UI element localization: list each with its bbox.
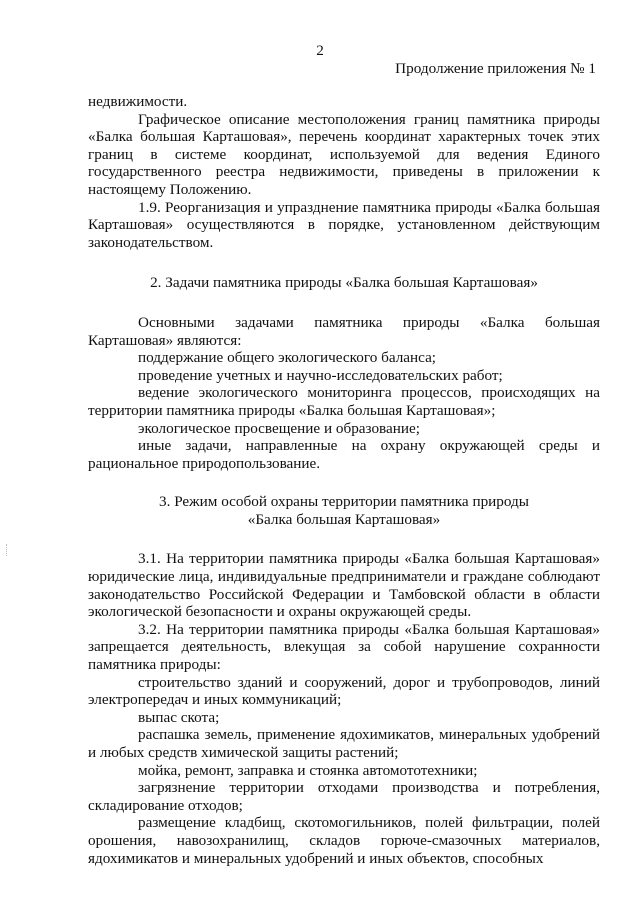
paragraph-3-2: 3.2. На территории памятника природы «Балка большая Карташовая» запрещается деятельность, влекущая за собой нарушение сохранности памятника природы: — [88, 620, 600, 674]
paragraph-3-1: 3.1. На территории памятника природы «Балка большая Карташовая» юридические лица, индивидуальные предприниматели и граждане соблюдают законодательство Российской Федерации и Тамбовской области в области экологической безопасности и охраны окружающей среды. — [88, 550, 600, 621]
appendix-label: Продолжение приложения № 1 — [395, 60, 596, 77]
paragraph-1-9: 1.9. Реорганизация и упразднение памятника природы «Балка большая Карташовая» осуществляются в порядке, установленном действующим законодательством. — [88, 198, 600, 251]
section-2-heading: 2. Задачи памятника природы «Балка большая Карташовая» — [150, 274, 538, 292]
list-item: проведение учетных и научно-исследовательских работ; — [138, 366, 503, 384]
list-item: размещение кладбищ, скотомогильников, полей фильтрации, полей орошения, навозохранилищ, складов горюче-смазочных материалов, ядохимикатов и минеральных удобрений и иных объектов, способных — [88, 814, 600, 867]
list-item: распашка земель, применение ядохимикатов, минеральных удобрений и любых средств химической защиты растений; — [88, 726, 600, 761]
list-item: экологическое просвещение и образование; — [138, 419, 420, 437]
section-3-heading-line1: 3. Режим особой охраны территории памятника природы — [159, 493, 529, 511]
section-2-intro: Основными задачами памятника природы «Балка большая Карташовая» являются: — [88, 313, 600, 349]
list-item: поддержание общего экологического баланса; — [138, 349, 437, 367]
document-body — [88, 93, 600, 867]
list-item: мойка, ремонт, заправка и стоянка автомототехники; — [138, 761, 478, 779]
list-item: иные задачи, направленные на охрану окружающей среды и рациональное природопользование. — [88, 437, 600, 472]
margin-mark — [6, 544, 8, 556]
paragraph-graphic-description: Графическое описание местоположения границ памятника природы «Балка большая Карташовая», перечень координат характерных точек этих границ в системе координат, используемой для ведения Единого государственного реестра недвижимости, приведены в приложении к настоящему Положению. — [88, 110, 600, 198]
section-3-heading-line2: «Балка большая Карташовая» — [247, 510, 441, 528]
list-item: выпас скота; — [138, 708, 220, 726]
page-number: 2 — [316, 42, 324, 59]
list-item: строительство зданий и сооружений, дорог и трубопроводов, линий электропередач и иных коммуникаций; — [88, 673, 600, 709]
paragraph-continuation: недвижимости. — [88, 93, 188, 110]
list-item: загрязнение территории отходами производства и потребления, складирование отходов; — [88, 779, 600, 814]
list-item: ведение экологического мониторинга процессов, происходящих на территории памятника природы «Балка большая Карташовая»; — [88, 384, 600, 419]
